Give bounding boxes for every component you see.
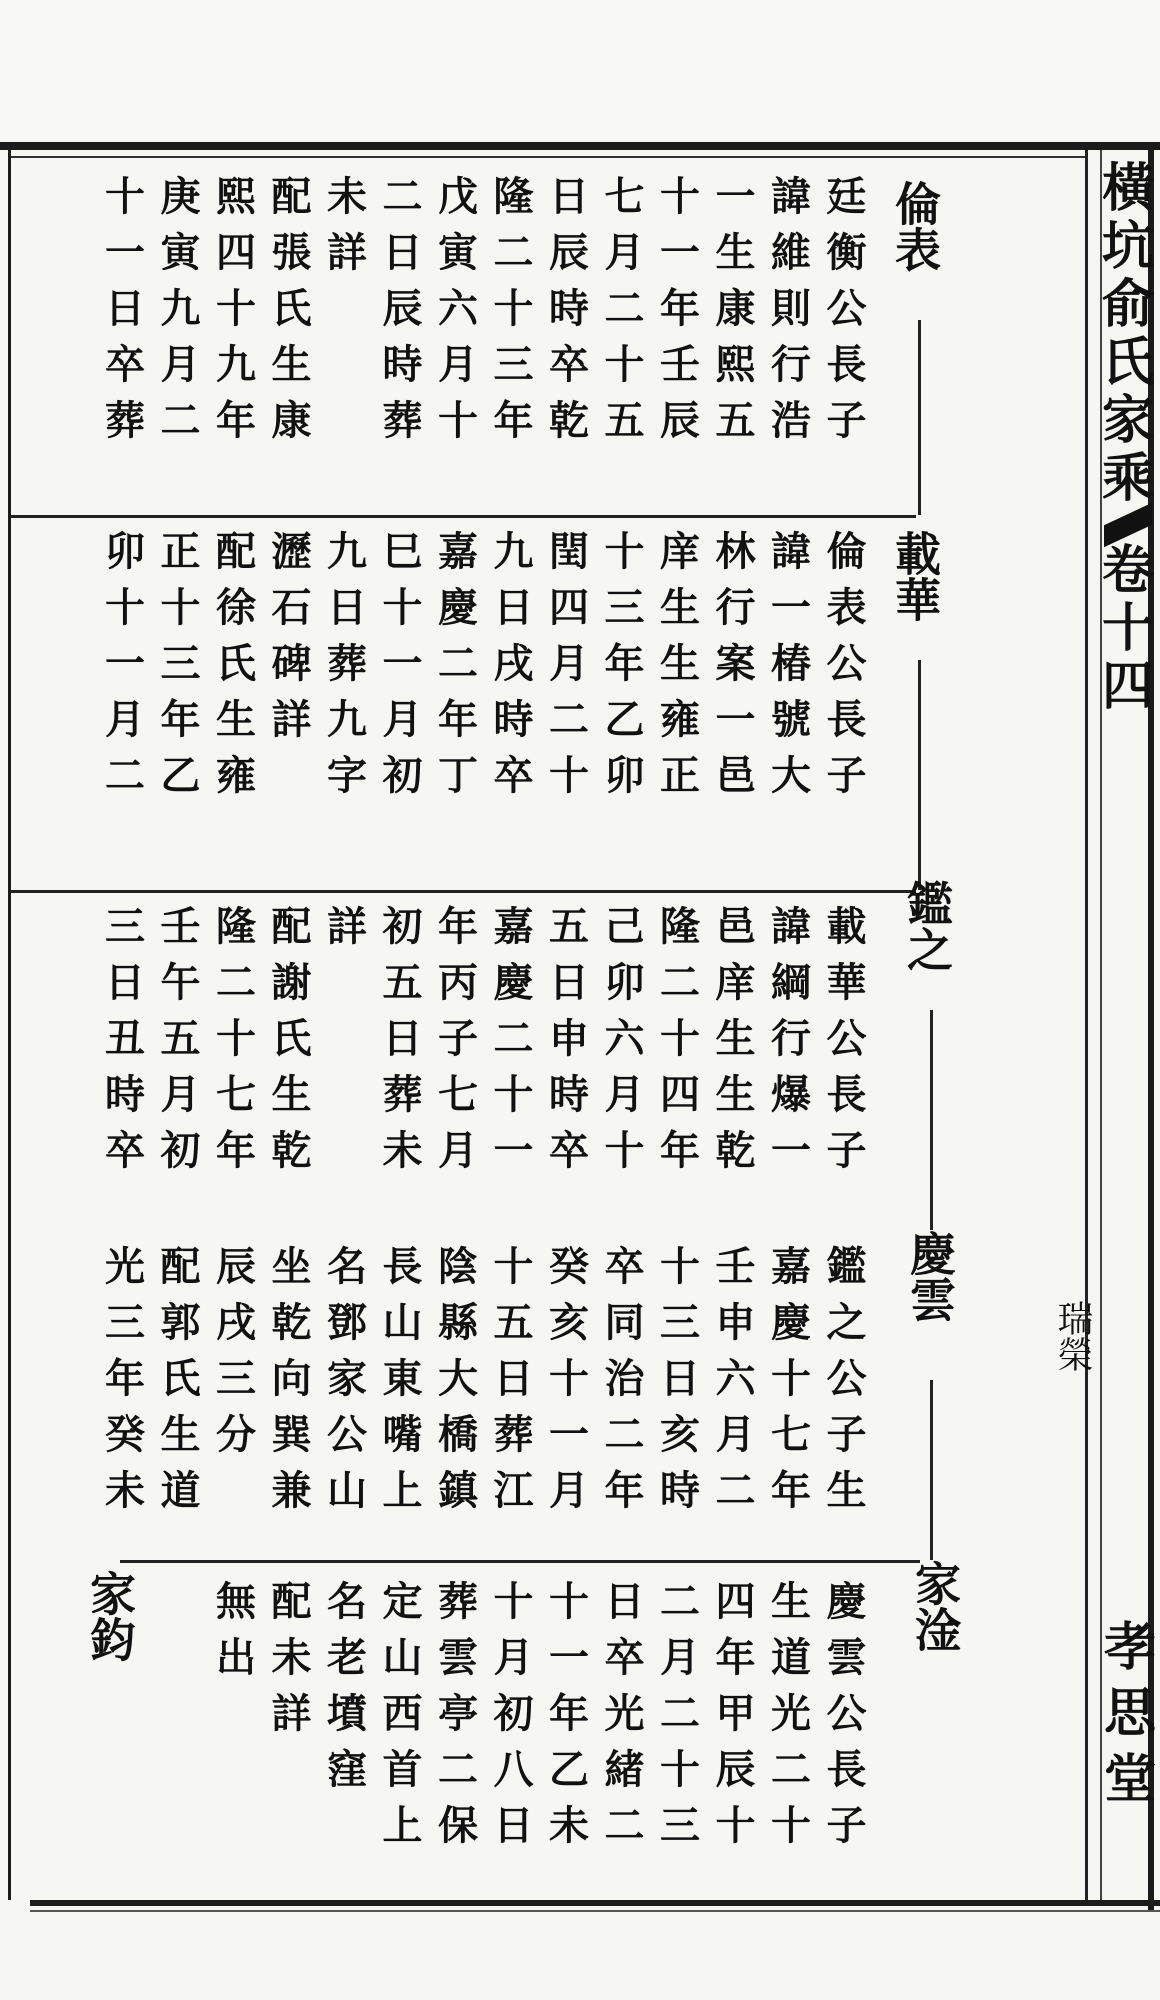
text-column: 巳十一月初 [376,530,423,810]
text-column: 一生康熙五 [709,175,756,455]
text-column: 葬雲亭二保 [431,1580,479,1860]
text-column: 四年甲辰十 [709,1580,756,1860]
generation-name [900,1560,970,1652]
generation-name [880,530,950,622]
text-column: 三日丑時卒 [98,905,146,1185]
text-column: 慶雲公長子 [820,1580,867,1860]
text-column: 日辰時卒乾 [542,175,590,455]
frame-bottom-border [30,1900,1160,1906]
text-column: 名老墳窪 [320,1580,368,1804]
text-column: 林行案一邑 [709,530,756,810]
text-column: 五日申時卒 [542,905,590,1185]
text-column: 卒同治二年 [598,1245,645,1525]
side-note-text: 瑞榮 [1052,1300,1093,1372]
text-column: 載華公長子 [820,905,867,1185]
text-column: 嘉慶二年丁 [431,530,479,810]
text-column: 未詳 [320,175,368,287]
text-column: 十五日葬江 [487,1245,534,1525]
text-column: 名鄧家公山 [320,1245,368,1525]
text-column: 光三年癸未 [98,1245,146,1525]
text-column: 戊寅六月十 [431,175,479,455]
frame-left-border [8,150,11,1900]
volume-char: 卷 [1101,540,1154,601]
spine-char: 俞 [1101,274,1154,335]
text-column: 配張氏生康 [265,175,312,455]
text-column: 七月二十五 [598,175,645,455]
text-column: 諱維則行浩 [764,175,812,455]
text-column: 諱一椿號大 [764,530,812,810]
spine-hall-name [1100,1615,1160,1813]
volume-char: 四 [1101,656,1154,717]
text-column: 長山東嘴上 [376,1245,423,1525]
spine-char: 氏 [1101,332,1154,393]
text-column: 諱綱行爆一 [764,905,812,1185]
text-column: 倫表公長子 [820,530,867,810]
text-column: 配謝氏生乾 [265,905,312,1185]
hall-char: 思 [1103,1683,1156,1744]
text-column: 二日辰時葬 [376,175,423,455]
spine-title [1098,160,1158,716]
generation-name-text: 鑑之 [900,880,954,972]
text-column: 瀝石碑詳 [265,530,312,754]
text-column: 年丙子七月 [431,905,479,1185]
tree-line [918,660,921,890]
generation-name [895,1230,965,1322]
text-column: 壬午五月初 [154,905,201,1185]
text-column: 十一年乙未 [542,1580,590,1860]
text-column: 配郭氏生道 [154,1245,201,1525]
frame-top-border [0,142,1160,150]
row-divider [11,515,916,518]
text-column: 熙四十九年 [209,175,257,455]
volume-char: 十 [1101,598,1154,659]
text-column: 庚寅九月二 [154,175,201,455]
text-column: 日卒光緒二 [598,1580,645,1860]
text-column: 二月二十三 [653,1580,701,1860]
text-column: 九日戌時卒 [487,530,534,810]
hall-char: 堂 [1103,1749,1156,1810]
text-column: 隆二十七年 [209,905,257,1185]
text-column: 癸亥十一月 [542,1245,590,1525]
spine-char: 坑 [1101,216,1154,277]
text-column: 隆二十三年 [487,175,534,455]
row-divider [11,890,916,893]
text-column: 正十三年乙 [154,530,201,810]
text-column: 無出 [209,1580,257,1692]
text-column: 生道光二十 [764,1580,812,1860]
text-column: 閏四月二十 [542,530,590,810]
text-column: 嘉慶二十一 [487,905,534,1185]
text-column: 十三年乙卯 [598,530,645,810]
row-divider [120,1560,920,1563]
text-column: 九日葬九字 [320,530,368,810]
generation-name-text: 家鈞 [83,1570,137,1662]
text-column: 十一日卒葬 [98,175,146,455]
text-column: 辰戌三分 [209,1245,257,1469]
text-column: 十一年壬辰 [653,175,701,455]
tree-line [930,1380,933,1560]
top-margin [0,0,1160,140]
text-column: 隆二十四年 [653,905,701,1185]
spine-char: 乘 [1101,448,1154,509]
text-column: 廷衡公長子 [820,175,867,455]
hall-char: 孝 [1103,1617,1156,1678]
text-column: 庠生生雍正 [653,530,701,810]
generation-name-text: 家淦 [908,1560,962,1652]
text-column: 陰縣大橋鎮 [431,1245,479,1525]
side-note [1050,1300,1094,1372]
generation-name [880,180,950,272]
text-column: 初五日葬未 [376,905,423,1185]
text-column: 嘉慶十七年 [764,1245,812,1525]
text-column: 配徐氏生雍 [209,530,257,810]
text-column: 坐乾向巽兼 [265,1245,312,1525]
text-column: 定山西首上 [376,1580,423,1860]
generation-name [75,1570,145,1662]
text-column: 配未詳 [265,1580,312,1748]
frame-inner-right-border [1085,150,1088,1900]
generation-name [892,880,962,972]
spine-char: 橫 [1101,158,1154,219]
tree-line [930,1010,933,1230]
text-column: 己卯六月十 [598,905,645,1185]
text-column: 十三日亥時 [653,1245,701,1525]
frame-top-inner-border [8,156,1088,158]
text-column: 鑑之公子生 [820,1245,867,1525]
generation-name-text: 載華 [888,530,942,622]
generation-name-text: 倫表 [888,180,942,272]
text-column: 卯十一月二 [98,530,146,810]
generation-name-text: 慶雲 [903,1230,957,1322]
text-column: 詳 [320,905,368,961]
text-column: 壬申六月二 [709,1245,756,1525]
spine-char: 家 [1101,390,1154,451]
frame-bottom-inner-border [30,1910,1160,1912]
text-column: 邑庠生生乾 [709,905,756,1185]
tree-line [918,320,921,515]
text-column: 十月初八日 [487,1580,534,1860]
